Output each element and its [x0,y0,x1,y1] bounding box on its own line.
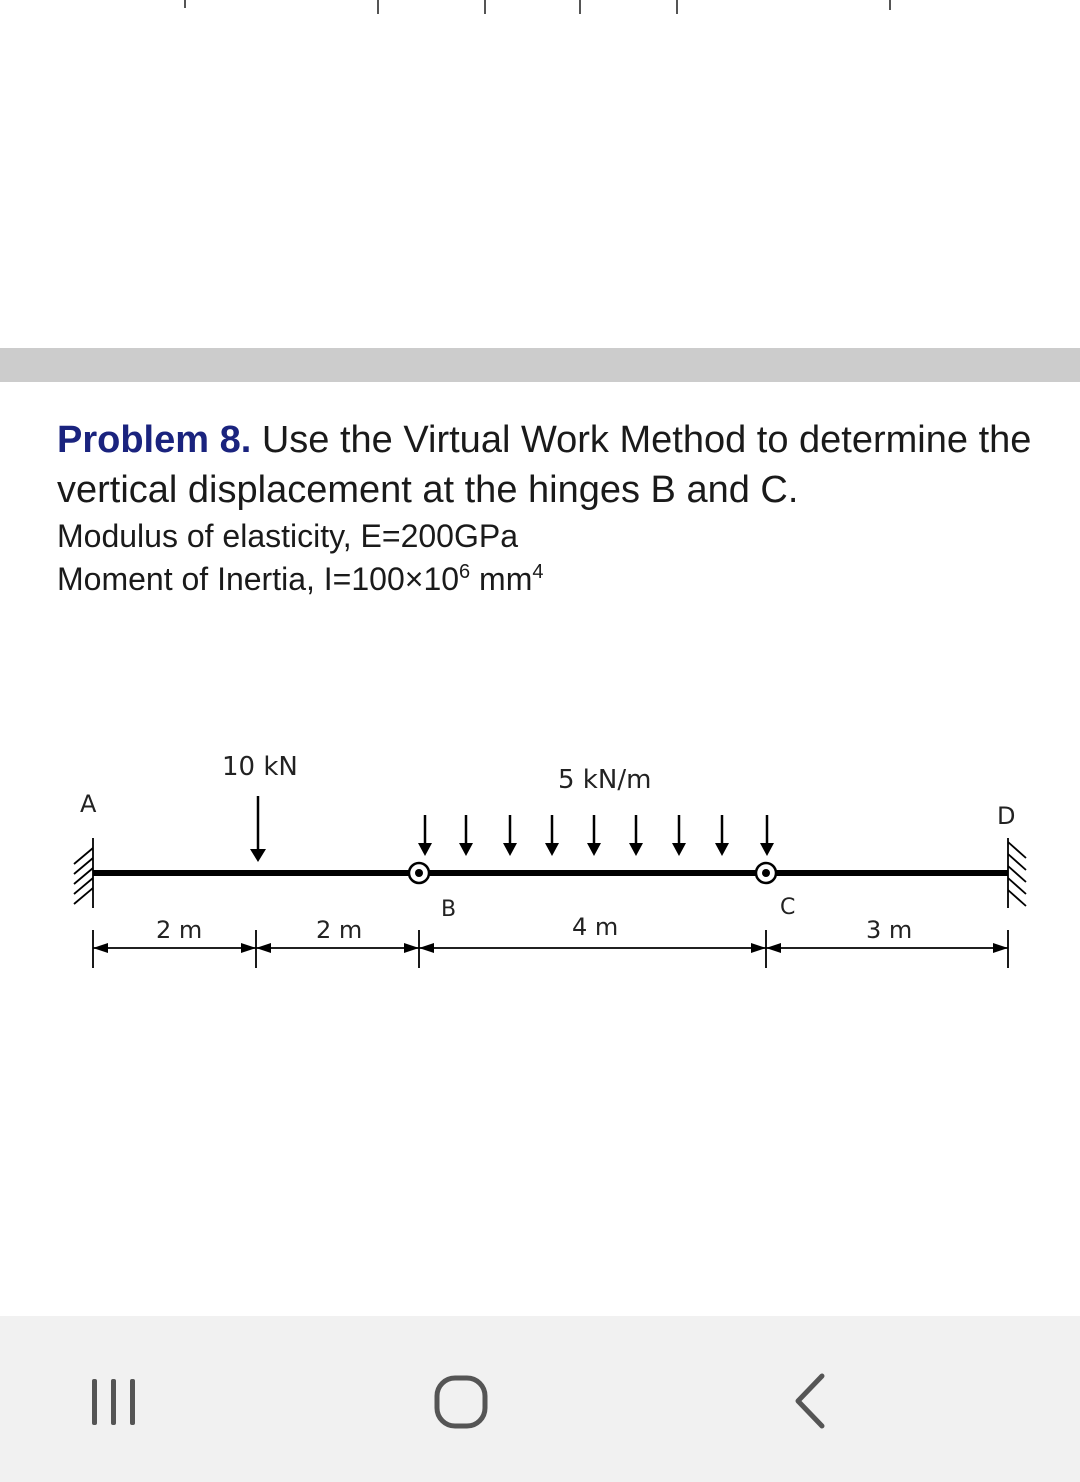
home-button[interactable] [410,1366,510,1446]
point-load-label: 10 kN [222,752,298,782]
udl-arrow-icon [503,815,517,856]
hinge-b-label: B [441,897,457,922]
problem-label: Problem 8. [57,419,252,461]
beam-diagram [0,740,1080,980]
hinge-c-icon [756,863,776,883]
span-cd-label: 3 m [866,916,913,944]
inertia-value: Moment of Inertia, I=100×10 [57,561,460,597]
udl-arrow-icon [672,815,686,856]
support-a-label: A [80,790,97,818]
support-d-label: D [997,802,1016,830]
hinge-b-icon [409,863,429,883]
span-ab-2-label: 2 m [316,916,363,944]
span-ab-1-label: 2 m [156,916,203,944]
udl-arrow-icon [629,815,643,856]
modulus-line: Modulus of elasticity, E=200GPa [57,518,518,554]
home-icon [410,1366,510,1446]
inertia-unit: mm [470,561,533,597]
udl-arrow-icon [760,815,774,856]
distributed-load-arrows [418,815,774,856]
udl-arrow-icon [715,815,729,856]
section-divider [0,348,1080,382]
udl-arrow-icon [545,815,559,856]
page-top-edge [0,0,1080,20]
back-button[interactable] [765,1366,855,1446]
hinge-c-label: C [780,895,796,920]
recent-apps-icon [70,1366,160,1446]
inertia-line [57,558,1057,601]
distributed-load-label: 5 kN/m [558,765,652,795]
problem-question: Use the Virtual Work Method to determine the vertical displacement at the hinges B and C. [57,419,1032,511]
system-nav-bar [0,1316,1080,1482]
udl-arrow-icon [587,815,601,856]
udl-arrow-icon [459,815,473,856]
inertia-exponent: 6 [459,561,471,583]
back-icon [765,1366,855,1446]
inertia-unit-exponent: 4 [532,561,544,583]
recent-apps-button[interactable] [70,1366,160,1446]
udl-arrow-icon [418,815,432,856]
problem-text [57,415,1057,515]
problem-statement [57,415,1057,601]
point-load-arrow-icon [250,796,266,862]
span-bc-label: 4 m [572,913,619,941]
